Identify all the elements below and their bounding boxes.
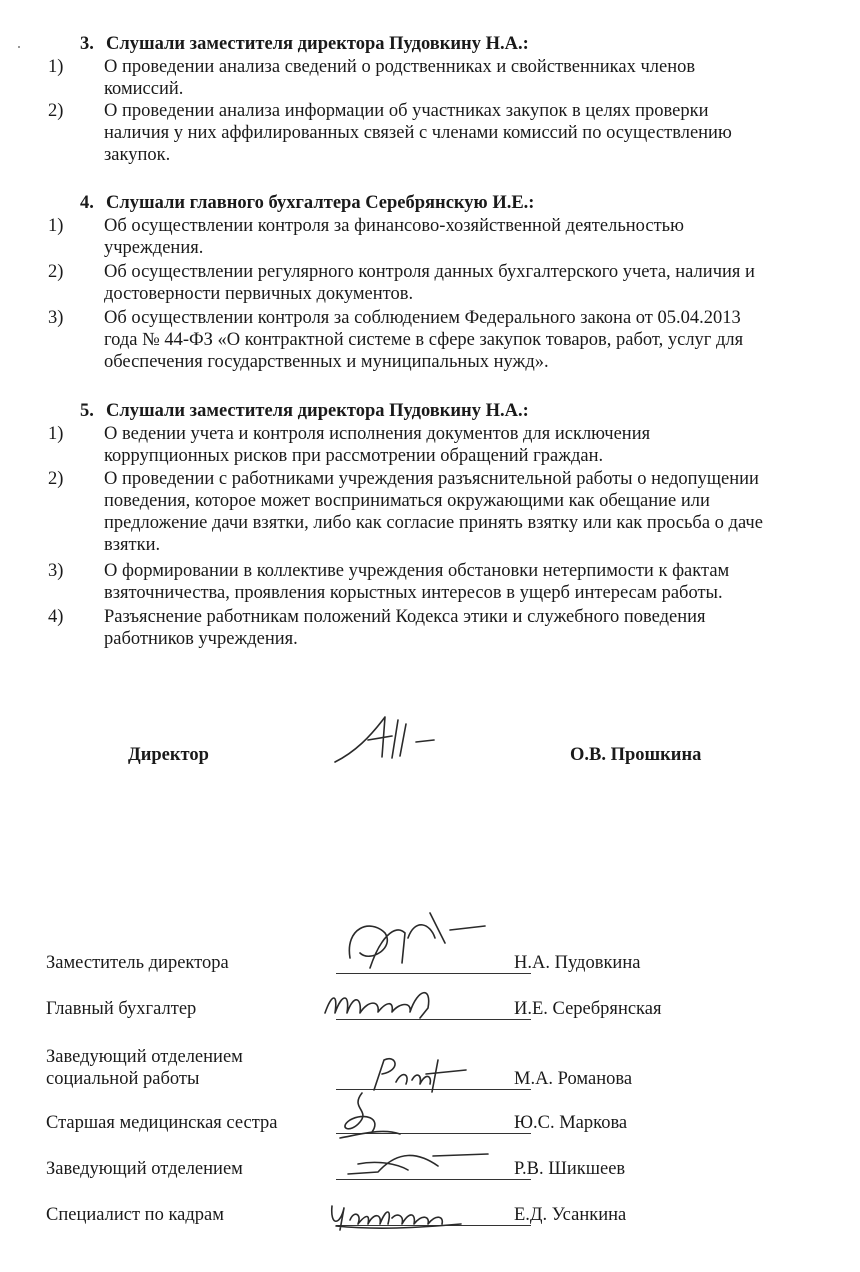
scan-speck [18,46,20,48]
signatory-name: Е.Д. Усанкина [514,1205,627,1225]
signature-markova-icon [332,1088,412,1143]
signatory-row [46,1090,826,1134]
signature-shiksheev-icon [338,1144,498,1184]
section-heading: 4. Слушали главного бухгалтера Серебрянскую И.Е.: [80,193,535,213]
signatory-name: И.Е. Серебрянская [514,999,662,1019]
signatory-name: Н.А. Пудовкина [514,953,641,973]
signatory-position: Специалист по кадрам [46,1205,224,1225]
section-heading: 5. Слушали заместителя директора Пудовкину Н.А.: [80,401,529,421]
document-page: 3. Слушали заместителя директора Пудовкину Н.А.: 1) О проведении анализа сведений о родственниках и свойственниках членов комиссий. 2) О проведении анализа информации об участниках закупок в целях проверки наличия у них аффилированных связей с членами комиссий по осуществлению закупок. 4. Слушали главного бухгалтера Серебрянскую И.Е.: 1) Об осуществлении контроля за финансово-хозяйственной деятельностью учреждения. 2) Об осуществлении регулярного контроля данных бухгалтерского учета, наличия и достоверности первичных документов. 3) Об осуществлении контроля за соблюдением Федерального закона от 05.04.2013 года № 44-ФЗ «О контрактной системе в сфере закупок товаров, работ, услуг для обеспечения государственных и муниципальных нужд». 5. Слушали заместителя директора Пудовкину Н.А.: 1) О ведении учета и контроля исполнения документов для исключения коррупционных рисков при рассмотрении обращений граждан. 2) О проведении с работниками учреждения разъяснительной работы о недопущении поведения, которое может восприниматься окружающими как обещание или предложение дачи взятки, либо как согласие принять взятку или как просьба о даче взятки. 3) О формировании в коллективе учреждения обстановки нетерпимости к фактам взяточничества, проявления корыстных интересов в ущерб интересам работы. 4) Разъяснение работникам положений Кодекса этики и служебного поведения работников учреждения. Директор О.В. Прошкина Заместитель директора Н.А. Пудовкина Главный бухгалтер И.Е. Серебрянская Заведующий отделением социальной работы М.А. Романова Старшая медицинская сестра Ю.С. Маркова Заведующий отделением Р.В. Шикшеев Специалист по кадрам Е.Д. Усанкина [0,0,860,1272]
director-name: О.В. Прошкина [570,745,702,765]
section-heading: 3. Слушали заместителя директора Пудовкину Н.А.: [80,34,529,54]
signature-usankina-icon [326,1196,466,1236]
signatory-name: М.А. Романова [514,1069,633,1089]
signatory-position: Старшая медицинская сестра [46,1113,278,1133]
director-title: Директор [128,745,209,765]
signatory-position: Главный бухгалтер [46,999,197,1019]
signatory-position: Заведующий отделением социальной работы [46,1047,243,1089]
director-signature-icon [330,712,440,772]
signatory-position: Заместитель директора [46,953,229,973]
signatory-name: Р.В. Шикшеев [514,1159,626,1179]
signature-serebryanskaya-icon [320,978,450,1028]
signatory-position: Заведующий отделением [46,1159,243,1179]
signatory-name: Ю.С. Маркова [514,1113,628,1133]
signature-pudovkina-icon [340,908,490,978]
